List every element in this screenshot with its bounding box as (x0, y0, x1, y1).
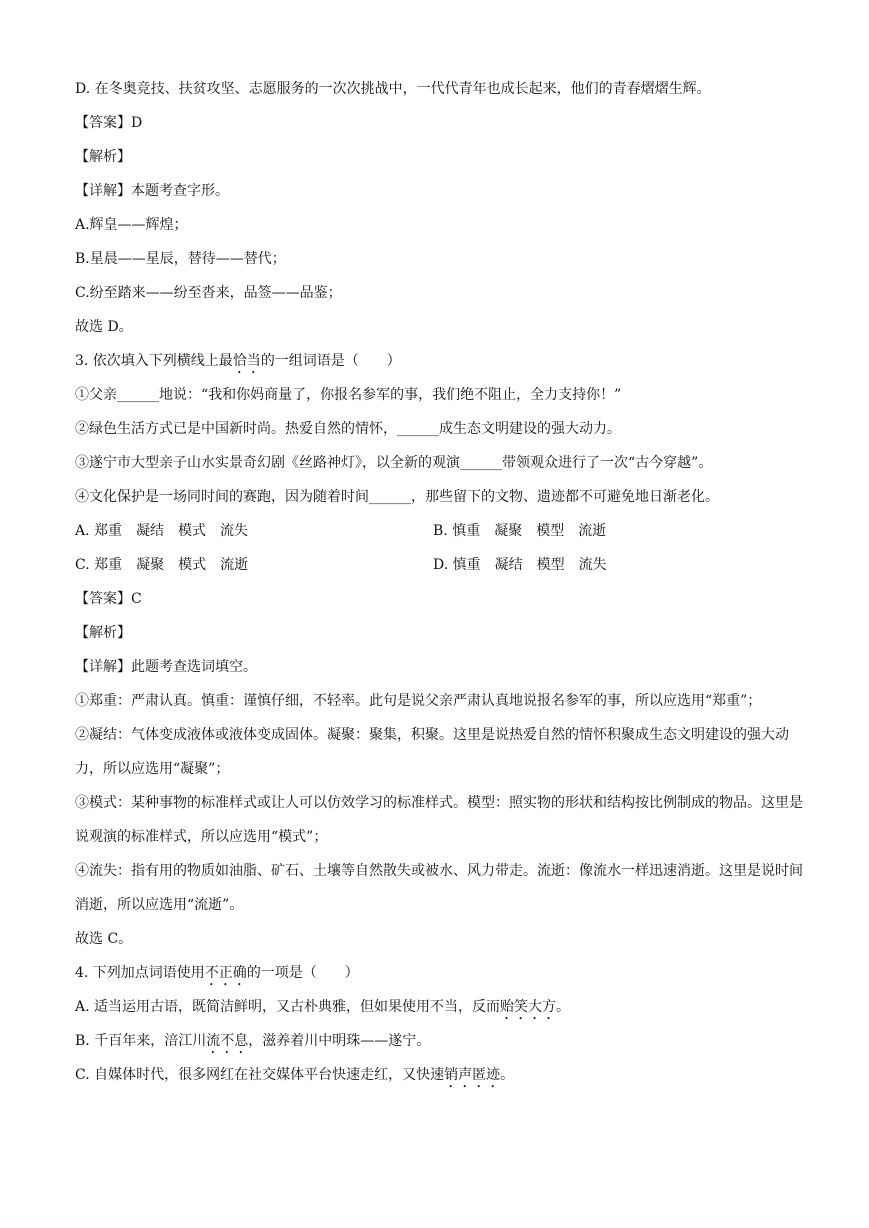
q3-sentence-1: ①父亲______地说：“我和你妈商量了，你报名参军的事，我们绝不阻止，全力支持你！” (75, 387, 622, 403)
q4-stem-pre: 4. 下列加点词语使用 (75, 965, 205, 981)
q3-explain-3: ③模式：某种事物的标准样式或让人可以仿效学习的标准样式。模型：照实物的形状和结构按比例制成的物品。这里是说观演的标准样式，所以应选用“模式”； (75, 795, 803, 845)
q3-explain-2: ②凝结：气体变成液体或液体变成固体。凝聚：聚集，积聚。这里是说热爱自然的情怀积聚成生态文明建设的强大动力，所以应选用“凝聚”； (75, 727, 789, 777)
q3-option-d: D. 慎重 凝结 模型 流失 (433, 557, 607, 573)
q4-stem (75, 956, 805, 990)
q3-option-c: C. 郑重 凝聚 模式 流逝 (75, 557, 249, 573)
q2-detail-b: B.星晨——星辰，替待——替代； (75, 251, 286, 267)
q4-stem-dotted: 不正确 (204, 965, 247, 981)
q4-option-c-pre: C. 自媒体时代，很多网红在社交媒体平台快速走红，又快速 (75, 1067, 445, 1083)
q3-stem (75, 344, 805, 378)
q3-explain-4: ④流失：指有用的物质如油脂、矿石、土壤等自然散失或被水、风力带走。流逝：像流水一样迅速消逝。这里是说时间消逝，所以应选用“流逝”。 (75, 863, 803, 913)
q3-explain-1: ①郑重：严肃认真。慎重：谨慎仔细，不轻率。此句是说父亲严肃认真地说报名参军的事，所以应选用“郑重”； (75, 693, 762, 709)
q3-options-row-1 (75, 514, 805, 548)
q2-option-d: D. 在冬奥竞技、扶贫攻坚、志愿服务的一次次挑战中，一代代青年也成长起来，他们的青春熠熠生辉。 (75, 81, 711, 97)
q4-option-b-dotted: 流不息 (206, 1033, 249, 1049)
q4-option-b (75, 1024, 805, 1058)
exam-document (75, 72, 805, 1092)
q3-detail: 【详解】此题考查选词填空。 (75, 659, 257, 675)
q3-sentence-2: ②绿色生活方式已是中国新时尚。热爱自然的情怀，______成生态文明建设的强大动力。 (75, 421, 621, 437)
q2-detail-a: A.辉皇——辉煌； (75, 217, 188, 233)
q2-detail-c: C.纷至踏来——纷至沓来，品签——品鉴； (75, 285, 342, 301)
q4-option-a-dotted: 贻笑大方 (500, 999, 557, 1015)
q2-answer: 【答案】D (75, 115, 143, 131)
q3-answer: 【答案】C (75, 591, 142, 607)
q2-analysis-heading: 【解析】 (75, 149, 131, 165)
q3-stem-pre: 3. 依次填入下列横线上最 (75, 353, 233, 369)
q4-option-c-dotted: 销声匿迹 (444, 1067, 501, 1083)
q3-stem-post: 的一组词语是（ ） (260, 353, 401, 369)
q3-stem-dotted: 恰当 (232, 353, 261, 369)
q3-conclusion: 故选 C。 (75, 931, 133, 947)
q4-option-a-pre: A. 适当运用古语，既简洁鲜明，又古朴典雅，但如果使用不当，反而 (75, 999, 501, 1015)
q3-sentence-3: ③遂宁市大型亲子山水实景奇幻剧《丝路神灯》，以全新的观演______带领观众进行了一次“古今穿越”。 (75, 455, 713, 471)
q4-stem-post: 的一项是（ ） (246, 965, 359, 981)
q3-options-row-2 (75, 548, 805, 582)
q3-analysis-heading: 【解析】 (75, 625, 131, 641)
q4-option-c-post: 。 (500, 1067, 515, 1083)
q4-option-a-post: 。 (556, 999, 571, 1015)
q4-option-a (75, 990, 805, 1024)
q3-option-a: A. 郑重 凝结 模式 流失 (75, 523, 249, 539)
q3-sentence-4: ④文化保护是一场同时间的赛跑，因为随着时间______，那些留下的文物、遗迹都不可避免地日渐老化。 (75, 489, 719, 505)
q4-option-b-post: ，滋养着川中明珠——遂宁。 (248, 1033, 431, 1049)
q2-detail: 【详解】本题考查字形。 (75, 183, 229, 199)
q3-option-b: B. 慎重 凝聚 模型 流逝 (433, 523, 607, 539)
q4-option-c (75, 1058, 805, 1092)
q4-option-b-pre: B. 千百年来，涪江川 (75, 1033, 207, 1049)
q2-conclusion: 故选 D。 (75, 319, 133, 335)
